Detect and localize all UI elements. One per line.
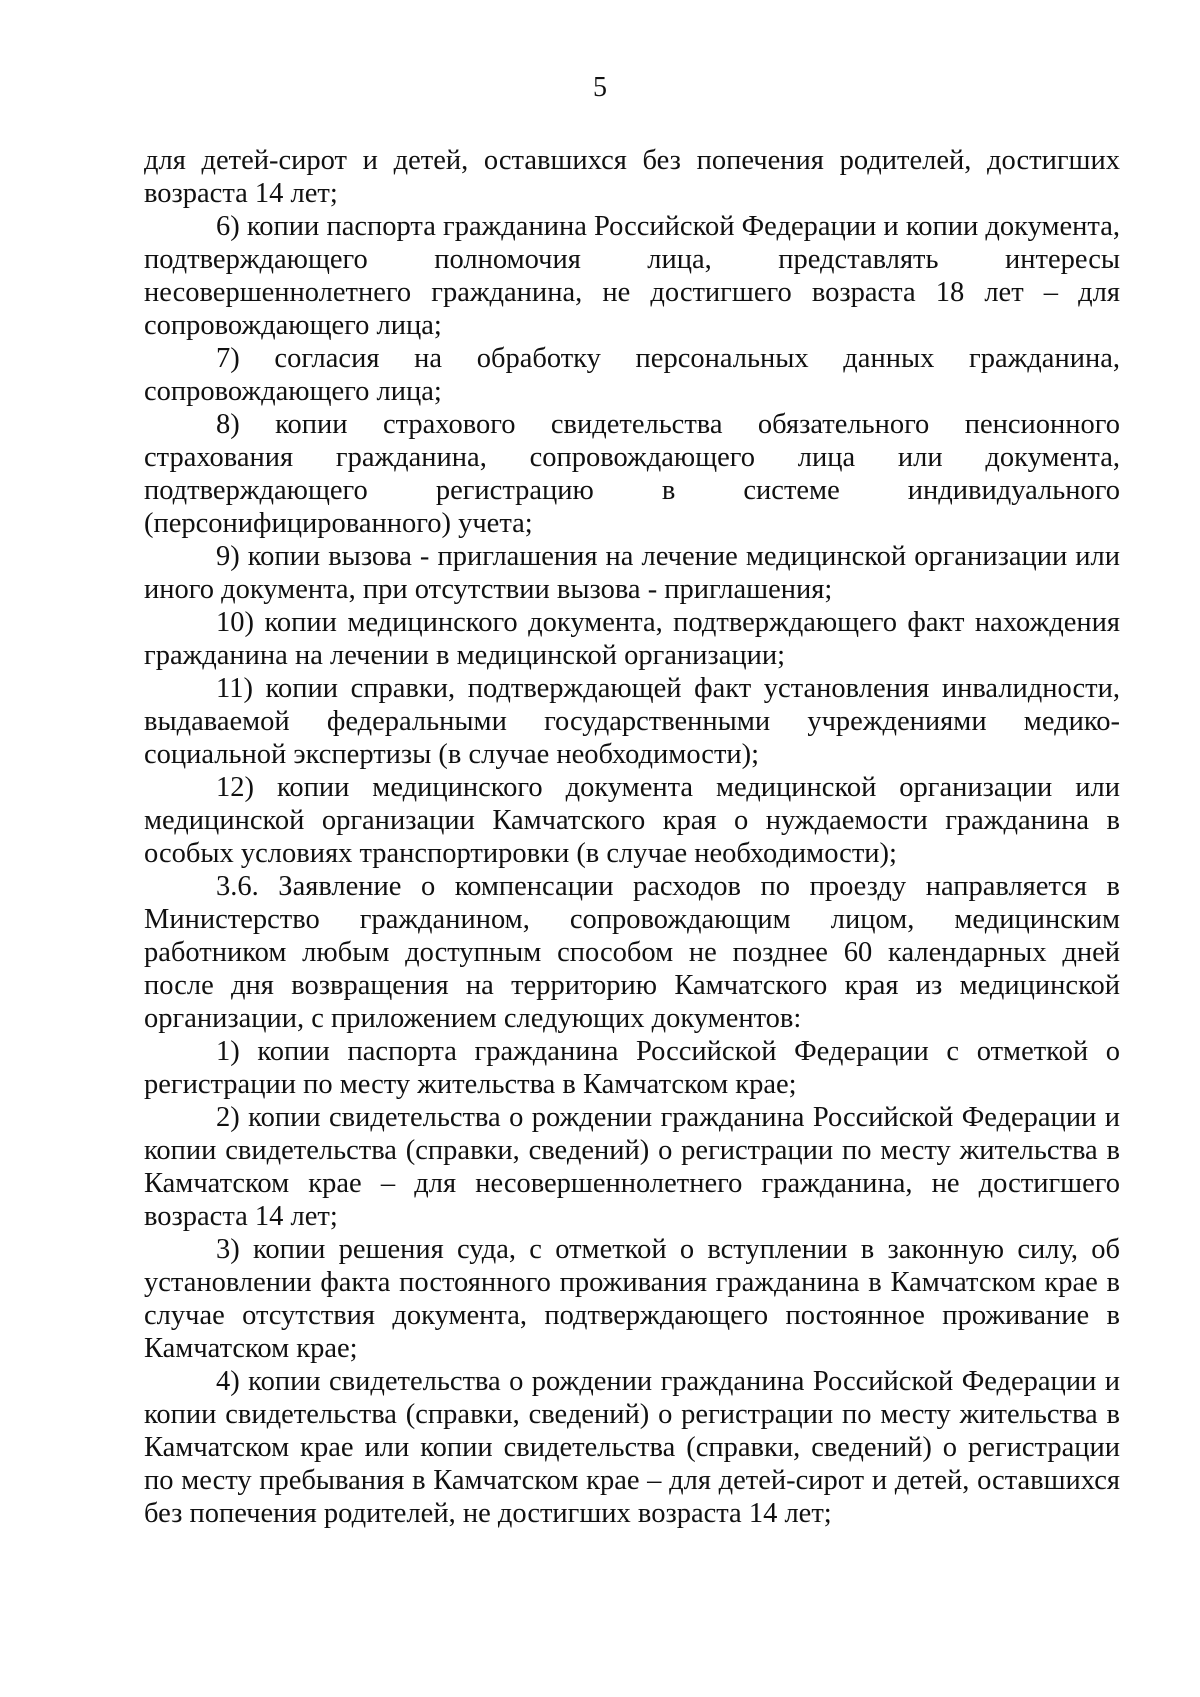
list-item-1: 1) копии паспорта гражданина Российской Федерации с отметкой о регистрации по месту жительства в Камчатском крае;	[144, 1036, 1120, 1100]
list-item-9: 9) копии вызова - приглашения на лечение медицинской организации или иного документа, при отсутствии вызова - приглашения;	[144, 541, 1120, 605]
list-item-11: 11) копии справки, подтверждающей факт установления инвалидности, выдаваемой федеральными государственными учреждениями медико-социальной экспертизы (в случае необходимости);	[144, 673, 1120, 770]
list-item-6: 6) копии паспорта гражданина Российской Федерации и копии документа, подтверждающего полномочия лица, представлять интересы несовершеннолетнего гражданина, не достигшего возраста 18 лет – для сопровождающего лица;	[144, 211, 1120, 341]
paragraph-continuation: для детей-сирот и детей, оставшихся без попечения родителей, достигших возраста 14 лет;	[144, 145, 1120, 209]
list-item-3: 3) копии решения суда, с отметкой о вступлении в законную силу, об установлении факта постоянного проживания гражданина в Камчатском крае в случае отсутствия документа, подтверждающего постоянное проживание в Камчатском крае;	[144, 1234, 1120, 1364]
list-item-10: 10) копии медицинского документа, подтверждающего факт нахождения гражданина на лечении в медицинской организации;	[144, 607, 1120, 671]
page-number: 5	[593, 72, 607, 103]
list-item-8: 8) копии страхового свидетельства обязательного пенсионного страхования гражданина, сопровождающего лица или документа, подтверждающего регистрацию в системе индивидуального (персонифицированного) учета;	[144, 409, 1120, 539]
list-item-7: 7) согласия на обработку персональных данных гражданина, сопровождающего лица;	[144, 343, 1120, 407]
document-body	[144, 144, 1120, 1530]
list-item-4: 4) копии свидетельства о рождении гражданина Российской Федерации и копии свидетельства (справки, сведений) о регистрации по месту жительства в Камчатском крае или копии свидетельства (справки, сведений) о регистрации по месту пребывания в Камчатском крае – для детей-сирот и детей, оставшихся без попечения родителей, не достигших возраста 14 лет;	[144, 1366, 1120, 1529]
clause-3-6: 3.6. Заявление о компенсации расходов по проезду направляется в Министерство гражданином, сопровождающим лицом, медицинским работником любым доступным способом не позднее 60 календарных дней после дня возвращения на территорию Камчатского края из медицинской организации, с приложением следующих документов:	[144, 871, 1120, 1034]
list-item-12: 12) копии медицинского документа медицинской организации или медицинской организации Камчатского края о нуждаемости гражданина в особых условиях транспортировки (в случае необходимости);	[144, 772, 1120, 869]
list-item-2: 2) копии свидетельства о рождении гражданина Российской Федерации и копии свидетельства (справки, сведений) о регистрации по месту жительства в Камчатском крае – для несовершеннолетнего гражданина, не достигшего возраста 14 лет;	[144, 1102, 1120, 1232]
